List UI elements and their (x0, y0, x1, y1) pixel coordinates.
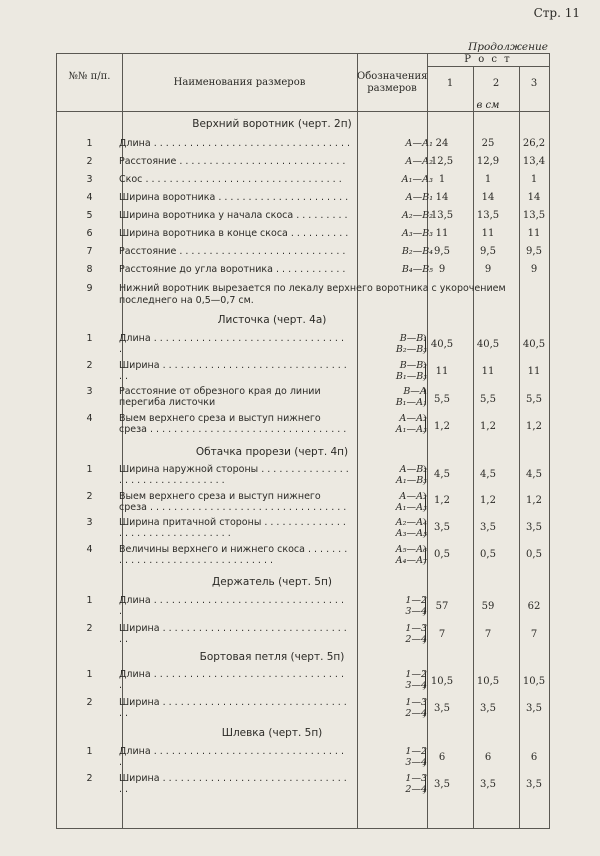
value-height-1: 1,2 (434, 495, 450, 506)
value-height-2: 1 (484, 174, 492, 185)
value-height-2: 7 (484, 629, 492, 640)
value-height-3: 1 (530, 174, 538, 185)
row-number: 2 (86, 360, 93, 371)
table-row (57, 386, 549, 412)
row-name: Расстояние . . . (119, 156, 349, 167)
row-name: Ширина притачной стороны . . . (119, 517, 349, 539)
value-height-3: 7 (530, 629, 538, 640)
value-height-1: 1 (438, 174, 446, 185)
value-height-3: 13,4 (522, 156, 546, 167)
value-height-1: 5,5 (434, 394, 450, 405)
value-height-3: 3,5 (526, 703, 542, 714)
row-name: Выем верхнего среза и выступ нижнего среза . . . (119, 491, 349, 513)
row-name: Ширина воротника . . . (119, 192, 349, 203)
value-height-3: 26,2 (522, 138, 546, 149)
row-designation: А—А₁ (405, 138, 433, 149)
row-name: Ширина . . . (119, 623, 349, 645)
value-height-1: 3,5 (434, 703, 450, 714)
value-height-2: 4,5 (480, 469, 496, 480)
header-name: Наименования размеров (173, 77, 306, 88)
value-height-3: 40,5 (522, 339, 546, 350)
value-height-3: 5,5 (526, 394, 542, 405)
row-name: Ширина . . . (119, 697, 349, 719)
value-height-2: 1,2 (480, 421, 496, 432)
value-height-1: 7 (438, 629, 446, 640)
row-number: 1 (86, 669, 93, 680)
value-height-1: 40,5 (430, 339, 454, 350)
header-unit: в см (476, 100, 500, 111)
row-number: 3 (86, 517, 93, 528)
value-height-1: 9,5 (434, 246, 450, 257)
value-height-2: 11 (481, 366, 495, 377)
table-row (57, 228, 549, 245)
header-height: Р о с т (464, 54, 512, 65)
table-row (57, 192, 549, 209)
row-designation: В₂—В₄ (401, 246, 433, 257)
table-row (57, 773, 549, 799)
row-number: 1 (86, 595, 93, 606)
row-name: Величины верхнего и нижнего скоса . . . (119, 544, 349, 566)
table-row (57, 333, 549, 359)
table-row (57, 360, 549, 386)
value-height-1: 57 (435, 601, 449, 612)
value-height-2: 3,5 (480, 522, 496, 533)
row-name: Длина . . . (119, 595, 349, 617)
row-designation: 1—3 2—4 (405, 697, 427, 719)
row-name: Выем верхнего среза и выступ нижнего среза . . . (119, 413, 349, 435)
row-name: Расстояние от обрезного края до линии перегиба листочки (119, 386, 321, 408)
row-designation: А₅—А₆ А₄—А₇ (395, 544, 427, 566)
row-name: Расстояние . . . (119, 246, 349, 257)
value-height-1: 9 (438, 264, 446, 275)
row-designation: А₁—А₃ (401, 174, 433, 185)
value-height-1: 11 (435, 228, 449, 239)
table-row (57, 138, 549, 155)
row-number: 1 (86, 746, 93, 757)
table-row (57, 464, 549, 490)
row-designation: А—А₂ А₁—А₃ (395, 491, 427, 513)
value-height-1: 10,5 (430, 676, 454, 687)
row-designation: А₂—А₄ А₃—А₅ (395, 517, 427, 539)
value-height-2: 3,5 (480, 703, 496, 714)
row-designation: В—А В₁—А₁ (395, 386, 427, 408)
row-number: 2 (86, 623, 93, 634)
value-height-1: 3,5 (434, 522, 450, 533)
value-height-1: 13,5 (430, 210, 454, 221)
value-height-2: 0,5 (480, 549, 496, 560)
value-height-3: 0,5 (526, 549, 542, 560)
row-designation: 1—2 3—4 (405, 746, 427, 768)
value-height-3: 9 (530, 264, 538, 275)
row-name: Ширина . . . (119, 360, 349, 382)
row-designation: 1—2 3—4 (405, 595, 427, 617)
row-designation: 1—3 2—4 (405, 623, 427, 645)
value-height-2: 6 (484, 752, 492, 763)
value-height-1: 3,5 (434, 779, 450, 790)
value-height-3: 1,2 (526, 495, 542, 506)
header-height-1: 1 (446, 78, 454, 89)
section-title: Шлевка (черт. 5п) (221, 727, 323, 739)
value-height-1: 1,2 (434, 421, 450, 432)
row-name: Скос . . . (119, 174, 349, 185)
row-number: 4 (86, 192, 93, 203)
row-number: 2 (86, 697, 93, 708)
row-designation: В—В₂ В₁—В₃ (395, 360, 427, 382)
row-number: 1 (86, 464, 93, 475)
value-height-1: 12,5 (430, 156, 454, 167)
value-height-3: 3,5 (526, 779, 542, 790)
table-row (57, 156, 549, 173)
value-height-3: 3,5 (526, 522, 542, 533)
value-height-1: 6 (438, 752, 446, 763)
value-height-3: 13,5 (522, 210, 546, 221)
table-row (57, 264, 549, 281)
continuation-label: Продолжение (468, 41, 548, 53)
row-designation: А—В₂ А₁—В₃ (395, 464, 427, 486)
row-name: Длина . . . (119, 746, 349, 768)
section-title: Верхний воротник (черт. 2п) (192, 118, 352, 130)
value-height-2: 12,9 (476, 156, 500, 167)
table-row (57, 544, 549, 570)
value-height-3: 11 (527, 366, 541, 377)
row-name: Ширина воротника у начала скоса . . . (119, 210, 349, 221)
value-height-2: 9,5 (480, 246, 496, 257)
value-height-2: 10,5 (476, 676, 500, 687)
value-height-2: 11 (481, 228, 495, 239)
value-height-1: 24 (435, 138, 449, 149)
section-title: Держатель (черт. 5п) (212, 576, 332, 588)
row-number: 5 (86, 210, 93, 221)
table-row (57, 623, 549, 649)
value-height-2: 1,2 (480, 495, 496, 506)
value-height-3: 14 (527, 192, 541, 203)
value-height-2: 9 (484, 264, 492, 275)
table-row (57, 246, 549, 263)
row-designation: А₂—В₂ (401, 210, 433, 221)
value-height-2: 25 (481, 138, 495, 149)
row-designation: А—А₂ (405, 156, 433, 167)
table-row (57, 174, 549, 191)
value-height-1: 14 (435, 192, 449, 203)
row-designation: В₄—В₅ (401, 264, 433, 275)
header-designation: Обозначения размеров (357, 71, 428, 94)
table-row (57, 746, 549, 772)
table-row (57, 517, 549, 543)
value-height-2: 59 (481, 601, 495, 612)
table-row (57, 669, 549, 695)
row-number: 7 (86, 246, 93, 257)
row-name: Ширина . . . (119, 773, 349, 795)
value-height-3: 11 (527, 228, 541, 239)
row-name: Длина . . . (119, 333, 349, 355)
section-title: Обтачка прорези (черт. 4п) (195, 446, 349, 458)
row-number: 6 (86, 228, 93, 239)
table-row (57, 413, 549, 439)
value-height-2: 5,5 (480, 394, 496, 405)
row-number: 3 (86, 174, 93, 185)
row-number: 4 (86, 413, 93, 424)
measurement-table (56, 53, 550, 829)
section-title: Бортовая петля (черт. 5п) (199, 651, 345, 663)
row-designation: А—А₂ А₁—А₃ (395, 413, 427, 435)
row-designation: 1—2 3—4 (405, 669, 427, 691)
row-name: Ширина наружной стороны . . . (119, 464, 349, 486)
row-number: 8 (86, 264, 93, 275)
row-designation: А₃—В₃ (401, 228, 433, 239)
value-height-3: 4,5 (526, 469, 542, 480)
row-number: 3 (86, 386, 93, 397)
row-number: 2 (86, 491, 93, 502)
value-height-1: 11 (435, 366, 449, 377)
value-height-3: 10,5 (522, 676, 546, 687)
row-number: 1 (86, 333, 93, 344)
value-height-3: 6 (530, 752, 538, 763)
row-number: 9 (86, 283, 93, 294)
row-designation: В—В₁ В₂—В₃ (395, 333, 427, 355)
table-row (57, 491, 549, 517)
header-height-3: 3 (530, 78, 538, 89)
value-height-3: 1,2 (526, 421, 542, 432)
value-height-1: 0,5 (434, 549, 450, 560)
page-number: Стр. 11 (533, 6, 580, 20)
section-title: Листочка (черт. 4а) (217, 314, 327, 326)
row-name: Ширина воротника в конце скоса . . . (119, 228, 349, 239)
value-height-2: 14 (481, 192, 495, 203)
row-designation: 1—3 2—4 (405, 773, 427, 795)
value-height-2: 13,5 (476, 210, 500, 221)
row-rule (427, 66, 549, 67)
row-name: Расстояние до угла воротника . . . (119, 264, 349, 275)
value-height-3: 62 (527, 601, 541, 612)
table-row (57, 595, 549, 621)
table-row (57, 697, 549, 723)
value-height-2: 40,5 (476, 339, 500, 350)
row-number: 1 (86, 138, 93, 149)
row-number: 2 (86, 773, 93, 784)
value-height-2: 3,5 (480, 779, 496, 790)
note-text: Нижний воротник вырезается по лекалу верхнего воротника с укорочением последнего на 0,5—0,7 см. (119, 283, 506, 306)
table-row (57, 210, 549, 227)
row-name: Длина . . . (119, 669, 349, 691)
row-number: 2 (86, 156, 93, 167)
row-designation: А—В₁ (405, 192, 433, 203)
value-height-3: 9,5 (526, 246, 542, 257)
row-number: 4 (86, 544, 93, 555)
header-height-2: 2 (492, 78, 500, 89)
header-number: №№ п/п. (68, 71, 111, 82)
value-height-1: 4,5 (434, 469, 450, 480)
row-name: Длина . . . (119, 138, 349, 149)
